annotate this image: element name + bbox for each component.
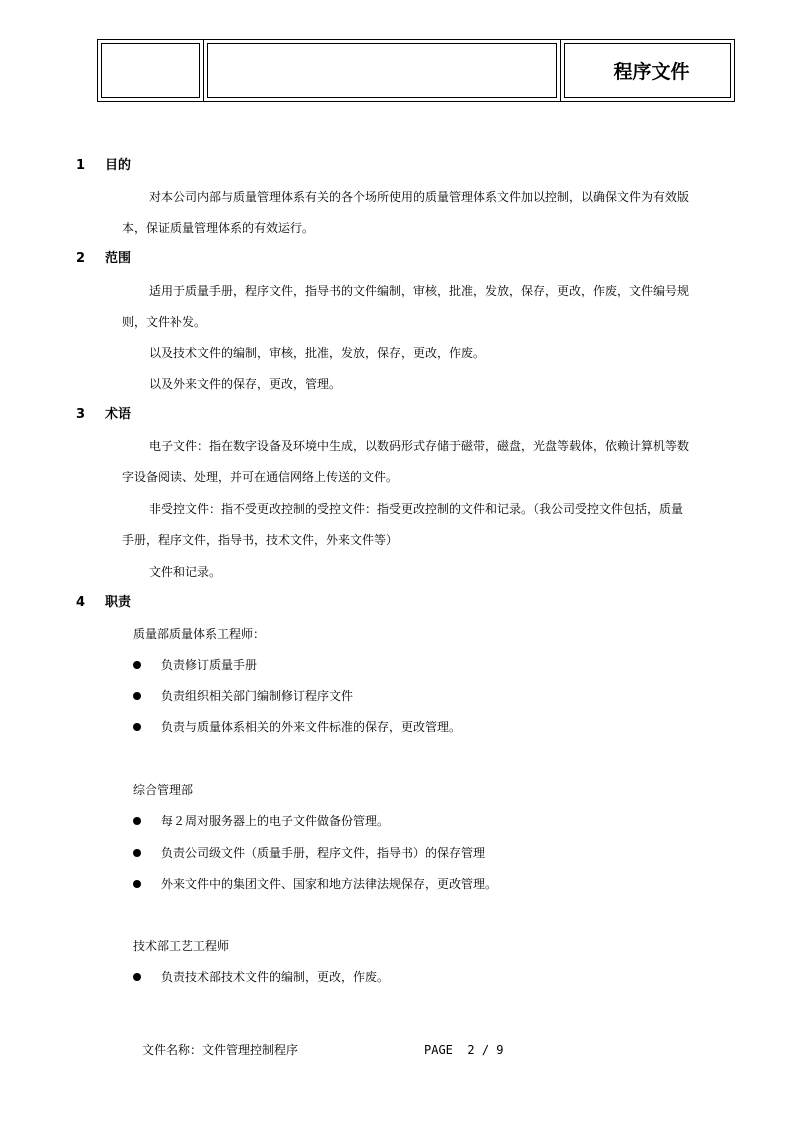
list-item-text: 负责公司级文件（质量手册，程序文件，指导书）的保存管理 — [161, 846, 486, 860]
list-item-text: 每２周对服务器上的电子文件做备份管理。 — [161, 814, 390, 828]
footer-page-separator: / — [481, 1043, 490, 1057]
header-cell-title-inner — [207, 43, 557, 98]
section-heading-responsibilities — [76, 594, 131, 612]
header-cell-title — [204, 40, 561, 101]
section-title: 目的 — [105, 158, 132, 173]
bullet-icon — [133, 817, 141, 825]
scope-paragraph-3: 以及外来文件的保存，更改，管理。 — [149, 377, 342, 391]
document-header-table — [97, 39, 735, 102]
bullet-icon — [133, 723, 141, 731]
section-number: 4 — [76, 595, 86, 610]
section-title: 职责 — [105, 595, 132, 610]
footer-page-number — [424, 1042, 504, 1058]
header-cell-logo — [98, 40, 204, 101]
scope-paragraph-1-line-1: 适用于质量手册，程序文件，指导书的文件编制，审核，批准，发放，保存，更改，作废，文件编号规 — [149, 284, 690, 298]
header-cell-logo-inner — [101, 43, 200, 98]
header-cell-doc-type — [561, 40, 734, 101]
doc-type-label: 程序文件 — [613, 61, 690, 83]
list-item-text: 负责技术部技术文件的编制，更改，作废。 — [161, 970, 390, 984]
footer-page-current: 2 — [467, 1043, 475, 1057]
section-heading-purpose — [76, 157, 131, 175]
bullet-icon — [133, 849, 141, 857]
list-item-text: 外来文件中的集团文件、国家和地方法律法规保存，更改管理。 — [161, 877, 498, 891]
bullet-icon — [133, 661, 141, 669]
terms-paragraph-1-line-2: 字设备阅读、处理，并可在通信网络上传送的文件。 — [122, 470, 399, 484]
list-item-text: 负责组织相关部门编制修订程序文件 — [161, 689, 354, 703]
footer-page-label: PAGE — [424, 1043, 453, 1057]
responsibility-group-heading-admin: 综合管理部 — [133, 783, 194, 797]
section-number: 1 — [76, 158, 86, 173]
terms-paragraph-1-line-1: 电子文件：指在数字设备及环境中生成，以数码形式存储于磁带，磁盘，光盘等载体，依赖计算机等数 — [149, 439, 690, 453]
bullet-icon — [133, 880, 141, 888]
section-title: 范围 — [105, 251, 132, 266]
bullet-icon — [133, 692, 141, 700]
section-title: 术语 — [105, 407, 132, 422]
purpose-paragraph-line-1: 对本公司内部与质量管理体系有关的各个场所使用的质量管理体系文件加以控制，以确保文件为有效版 — [149, 190, 690, 204]
section-number: 2 — [76, 251, 86, 266]
footer-page-total: 9 — [496, 1043, 504, 1057]
scope-paragraph-1-line-2: 则，文件补发。 — [122, 315, 207, 329]
responsibility-group-heading-tech: 技术部工艺工程师 — [133, 939, 230, 953]
bullet-icon — [133, 973, 141, 981]
footer-file-name-value: 文件管理控制程序 — [202, 1043, 299, 1057]
purpose-paragraph-line-2: 本，保证质量管理体系的有效运行。 — [122, 221, 315, 235]
section-number: 3 — [76, 407, 86, 422]
footer-file-name-label: 文件名称： — [142, 1043, 203, 1057]
responsibility-group-heading-quality: 质量部质量体系工程师： — [133, 627, 266, 641]
section-heading-scope — [76, 250, 131, 268]
terms-paragraph-2-line-2: 手册，程序文件，指导书，技术文件，外来文件等） — [122, 533, 399, 547]
terms-paragraph-2-line-1: 非受控文件：指不受更改控制的受控文件：指受更改控制的文件和记录。（我公司受控文件包括，质量 — [149, 502, 684, 516]
scope-paragraph-2: 以及技术文件的编制，审核，批准，发放，保存，更改，作废。 — [149, 346, 486, 360]
terms-paragraph-3: 文件和记录。 — [149, 565, 222, 579]
footer-file-name — [142, 1042, 298, 1058]
list-item-text: 负责与质量体系相关的外来文件标准的保存，更改管理。 — [161, 720, 462, 734]
section-heading-terms — [76, 406, 131, 424]
list-item-text: 负责修订质量手册 — [161, 658, 258, 672]
